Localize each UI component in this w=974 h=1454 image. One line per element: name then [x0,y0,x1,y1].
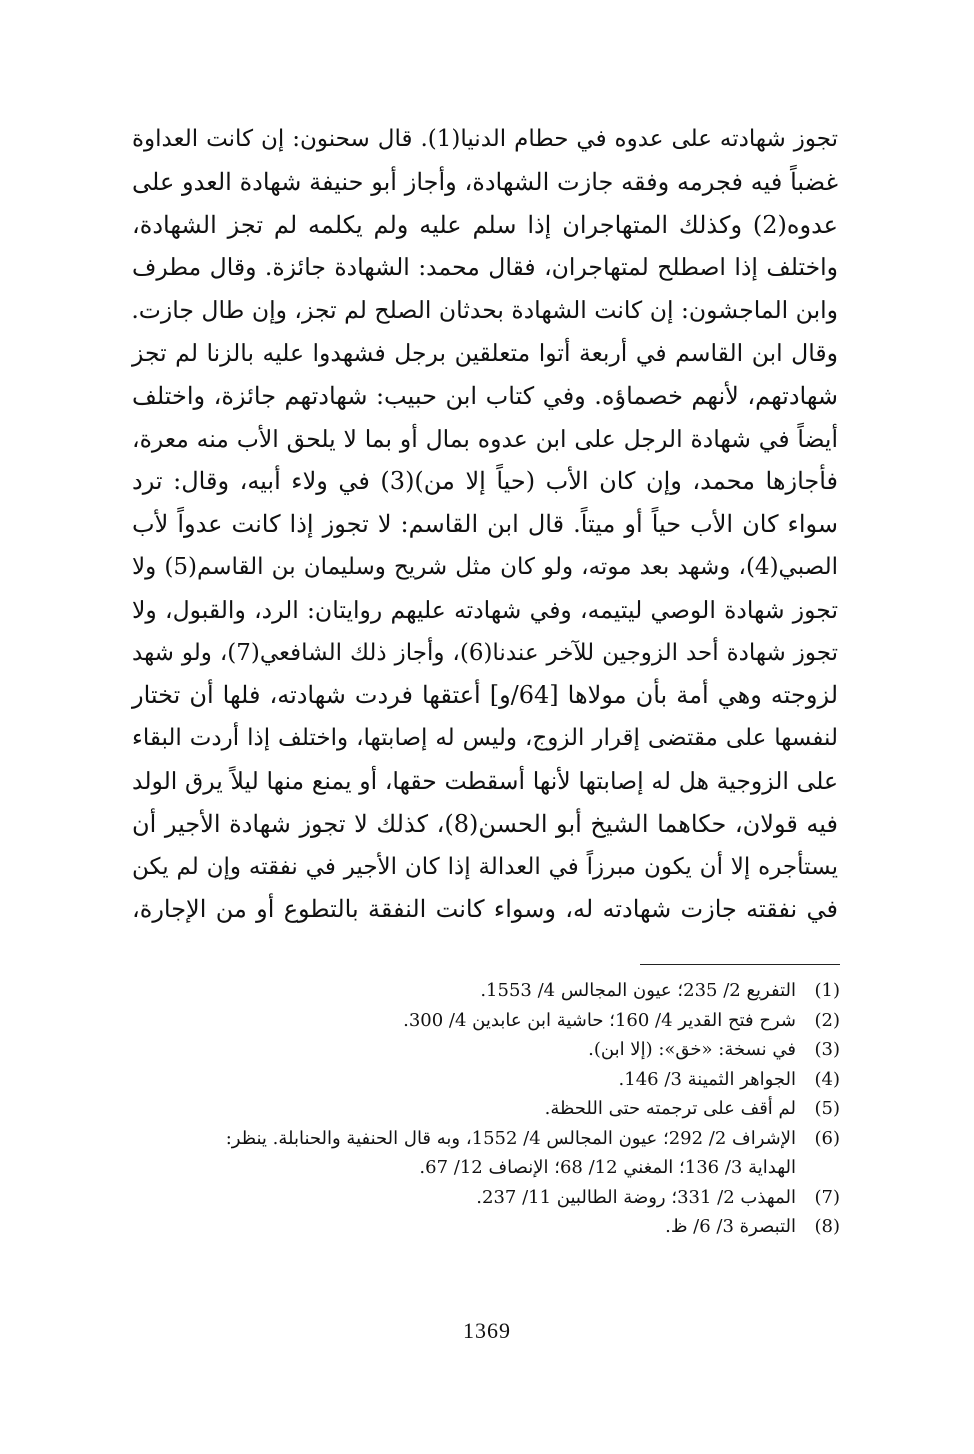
footnote-number: (5) [814,1098,840,1119]
footnote-number: (6) [814,1127,840,1149]
body-line: يستأجره إلا أن يكون مبرزاً في العدالة إذا كان الأجير في نفقته وإن لم يكن [132,853,838,880]
body-line: تجوز شهادة أحد الزوجين للآخر عندنا(6)، وأجاز ذلك الشافعي(7)، ولو شهد [132,639,838,666]
body-line: لزوجته وهي أمة بأن مولاها [64/و] أعتقها فردت شهادته، فلها أن تختار [132,681,839,710]
body-line: أيضاً في شهادة الرجل على ابن عدوه بمال أو بما لا يلحق الأب منه معرة، [132,424,838,453]
footnote-number: (8) [814,1216,840,1237]
footnote-text [130,1212,796,1242]
body-line: شهادتهم، لأنهم خصماؤه. وفي كتاب ابن حبيب: شهادتهم جائزة، واختلف [132,381,838,410]
footnote-line: في نسخة: «خق»: (إلا ابن). [588,1039,796,1060]
body-line: واختلف إذا اصطلح لمتهاجران، فقال محمد: الشهادة جائزة. وقال مطرف [132,253,838,282]
body-line: غضباً فيه فجرمه وفقه جازت الشهادة، وأجاز أبو حنيفة شهادة العدو على [132,167,838,196]
footnote-line: الجواهر الثمينة 3/ 146. [618,1068,796,1090]
footnote [130,1212,840,1242]
body-line: تجوز شهادة الوصي ليتيمه، وفي شهادته عليهم روايتان: الرد، والقبول، ولا [132,595,838,624]
body-line: في نفقته جازت شهادته له، وسواء كانت النفقة بالتطوع أو من الإجارة، [132,895,838,924]
footnote [130,1094,840,1124]
main-text [132,118,838,931]
page-number: 1369 [463,1318,511,1343]
body-line: وقال ابن القاسم في أربعة أتوا متعلقين برجل فشهدوا عليه بالزنا لم تجز [132,338,838,367]
body-line: لنفسها على مقتضى إقرار الزوج، وليس له إصابتها، واختلف إذا أردت البقاء [132,725,838,752]
footnote-text [130,1183,796,1213]
body-line: تجوز شهادته على عدوه في حطام الدنيا(1). قال سحنون: إن كانت العداوة [132,126,838,152]
footnote-line: شرح فتح القدير 4/ 160؛ حاشية ابن عابدين 4/ 300. [403,1009,796,1031]
footnote [130,976,840,1006]
footnote-line: المهذب 2/ 331؛ روضة الطالبين 11/ 237. [476,1186,796,1208]
body-line: سواء كان الأب حياً أو ميتاً. قال ابن القاسم: لا تجوز إذا كانت عدواً لأب [132,510,838,539]
footnote [130,1035,840,1065]
footnote-number: (4) [814,1068,840,1090]
footnote-line: التبصرة 3/ 6/ ظ. [665,1216,796,1237]
footnote-line: الإشراف 2/ 292؛ عيون المجالس 4/ 1552، وبه قال الحنفية والحنابلة. ينظر: [225,1127,796,1149]
footnote-text [130,1094,796,1124]
footnote [130,1124,840,1183]
footnote [130,1065,840,1095]
footnote-divider [640,964,840,965]
footnote [130,1183,840,1213]
body-line: فأجازها محمد، وإن كان الأب (حياً إلا من)(3) في ولاء أبيه، وقال: ترد [132,467,838,496]
footnote-number: (7) [814,1186,840,1208]
footnote-number: (3) [814,1039,840,1060]
footnote-text [130,1065,796,1095]
footnotes [130,976,840,1242]
footnote-line: لم أقف على ترجمته حتى اللحظة. [544,1098,796,1119]
body-line: عدوه(2) وكذلك المتهاجران إذا سلم عليه ولم يكلمه لم تجز الشهادة، [132,210,838,239]
body-line: على الزوجية هل له إصابتها لأنها أسقطت حقها، أو يمنع منها ليلاً يرق الولد [132,766,838,795]
footnote-line: الهداية 3/ 136؛ المغني 12/ 68؛ الإنصاف 12/ 67. [419,1157,796,1178]
footnote-number: (1) [814,980,840,1001]
footnote-line: التفريع 2/ 235؛ عيون المجالس 4/ 1553. [480,980,796,1001]
footnote [130,1006,840,1036]
body-line: وابن الماجشون: إن كانت الشهادة بحدثان الصلح لم تجز، وإن طال جازت. [131,296,838,325]
footnote-text [130,1124,796,1183]
body-line: الصبي(4)، وشهد بعد موته، ولو كان مثل شريح وسليمان بن القاسم(5) ولا [132,553,838,580]
footnote-text [130,976,796,1006]
footnote-text [130,1035,796,1065]
footnote-text [130,1006,796,1036]
body-line: فيه قولان، حكاهما الشيخ أبو الحسن(8)، كذلك لا تجوز شهادة الأجير أن [132,809,838,838]
footnote-number: (2) [814,1009,840,1031]
